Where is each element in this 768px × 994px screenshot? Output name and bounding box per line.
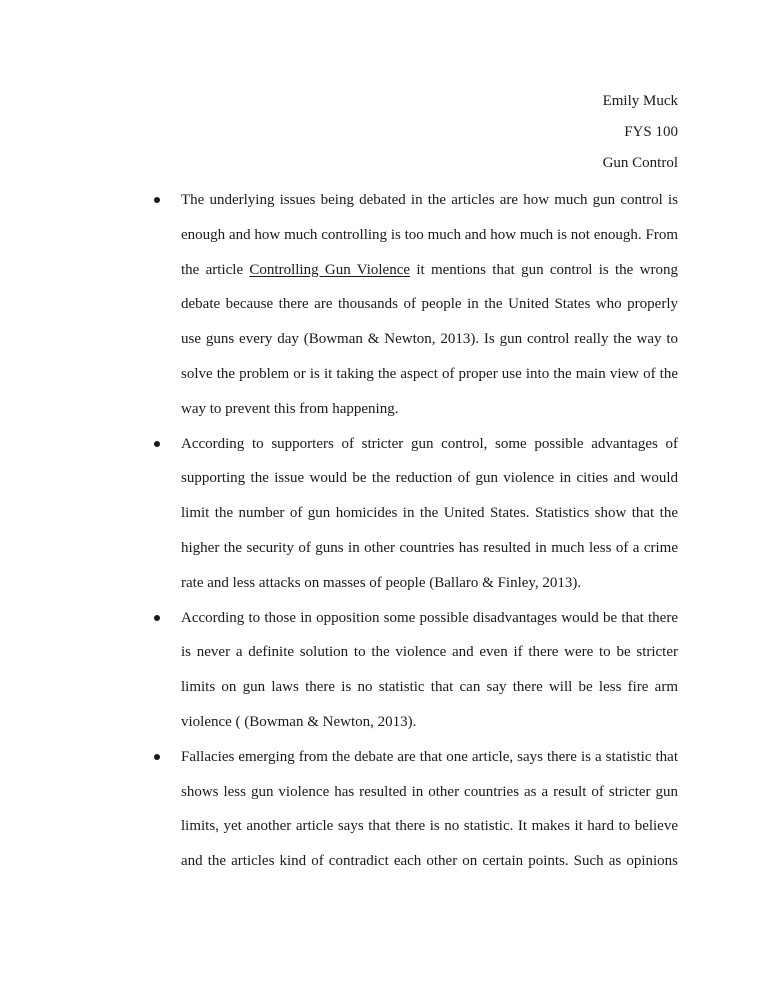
bullet-item-2 <box>146 427 678 601</box>
bullet-icon <box>154 197 160 203</box>
bullet-item-3 <box>146 601 678 740</box>
paper-topic: Gun Control <box>602 155 678 171</box>
header-block <box>603 86 678 179</box>
bullet-icon <box>154 441 160 447</box>
bullet-icon <box>154 754 160 760</box>
bullet-4-text: Fallacies emerging from the debate are that one article, says there is a statistic that shows less gun violence has resulted in other countries as a result of stricter gun limits, yet another article says that there is no statistic. It makes it hard to believe and the articles kind of contradict each other on certain points. Such as opinions <box>181 748 678 870</box>
article-title: Controlling Gun Violence <box>249 261 411 278</box>
bullet-item-4 <box>146 740 678 879</box>
bullet-icon <box>154 615 160 621</box>
bullet-3-text: According to those in opposition some possible disadvantages would be that there is never a definite solution to the violence and even if there were to be stricter limits on gun laws there is no statistic that can say there will be less fire arm violence ( (Bowman & Newton, 2013). <box>181 609 678 730</box>
bullet-1-text-after: it mentions that gun control is the wrong debate because there are thousands of people in the United States who properly use guns every day (Bowman & Newton, 2013). Is gun control really the way to solve the problem or is it taking the aspect of proper use into the main view of the way to prevent this from happening. <box>181 261 678 417</box>
bullet-list <box>146 183 678 879</box>
author-name: Emily Muck <box>602 93 678 109</box>
bullet-1-text-before: The underlying issues being debated in the articles are how much gun control is enough and how much controlling is too much and how much is not enough. From the article <box>181 192 678 278</box>
bullet-item-1 <box>146 183 678 427</box>
course-code: FYS 100 <box>624 124 678 140</box>
bullet-2-text: According to supporters of stricter gun control, some possible advantages of supporting the issue would be the reduction of gun violence in cities and would limit the number of gun homicides in the United States. Statistics show that the higher the security of guns in other countries has resulted in much less of a crime rate and less attacks on masses of people (Ballaro & Finley, 2013). <box>181 435 678 591</box>
document-body <box>146 183 678 879</box>
